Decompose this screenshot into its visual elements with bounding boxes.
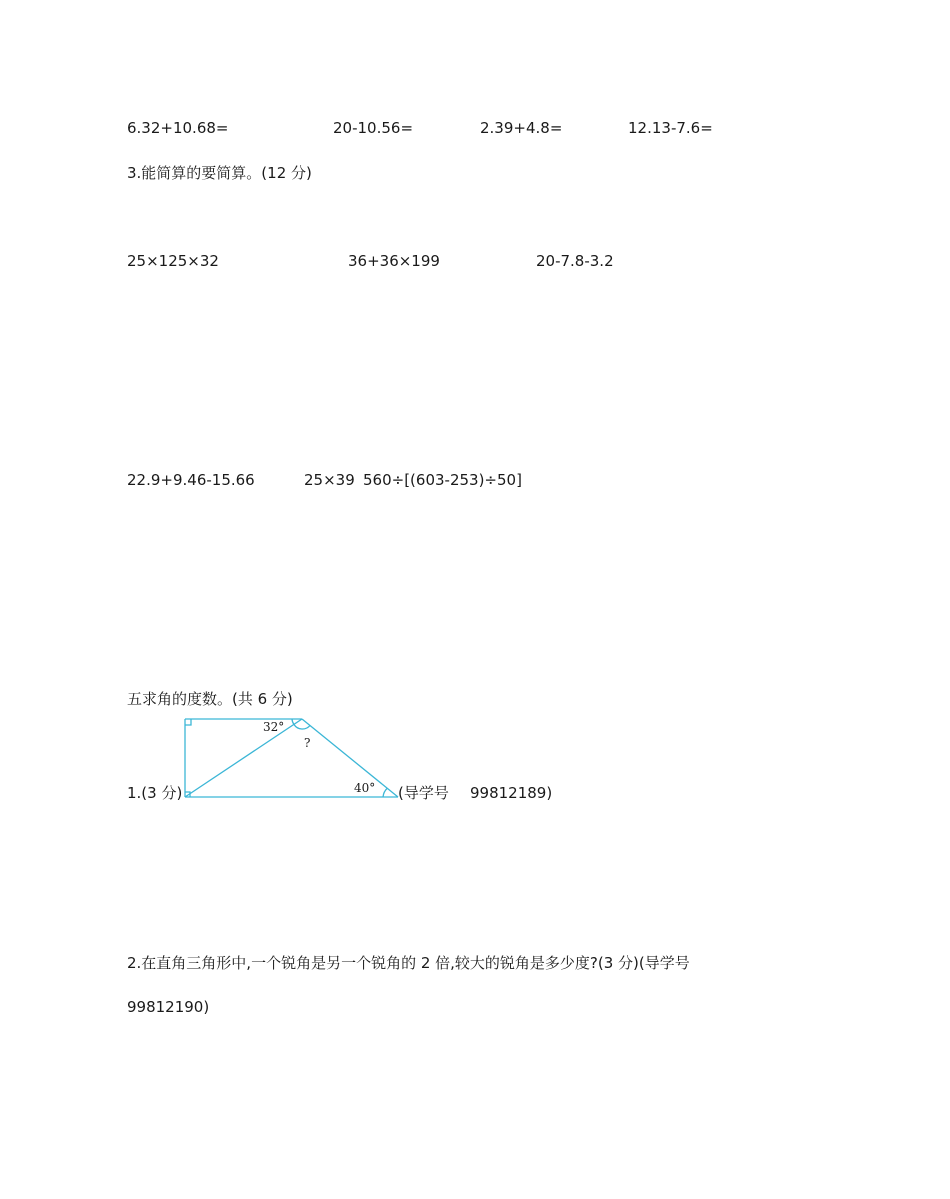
problem-3: 2.39+4.8=	[480, 119, 563, 137]
simplify-problem-5: 25×39	[304, 471, 355, 489]
angle-arc-32	[292, 719, 294, 725]
problem-4: 12.13-7.6=	[628, 119, 713, 137]
question-2-ref-code: 99812190)	[127, 998, 210, 1016]
figure-right-side	[302, 719, 398, 797]
simplify-problem-4: 22.9+9.46-15.66	[127, 471, 255, 489]
question-2-text: 2.在直角三角形中,一个锐角是另一个锐角的 2 倍,较大的锐角是多少度?(3 分)(导学号	[127, 954, 690, 972]
section-3-heading: 3.能简算的要简算。(12 分)	[127, 164, 312, 182]
simplify-problem-2: 36+36×199	[348, 252, 440, 270]
angle-arc-40	[383, 788, 388, 797]
angle-figure	[180, 712, 405, 804]
angle-label-32: 32°	[263, 720, 285, 734]
question-1-prefix: 1.(3 分)	[127, 784, 183, 802]
angle-label-unknown: ?	[304, 736, 311, 750]
simplify-problem-1: 25×125×32	[127, 252, 219, 270]
figure-diagonal	[185, 719, 302, 797]
section-5-heading: 五求角的度数。(共 6 分)	[127, 690, 293, 708]
question-1-ref-code: 99812189)	[470, 784, 553, 802]
angle-label-40: 40°	[354, 781, 376, 795]
simplify-problem-6: 560÷[(603-253)÷50]	[363, 471, 522, 489]
right-angle-marker	[185, 719, 191, 725]
problem-1: 6.32+10.68=	[127, 119, 229, 137]
problem-2: 20-10.56=	[333, 119, 414, 137]
simplify-problem-3: 20-7.8-3.2	[536, 252, 614, 270]
angle-arc-unknown	[294, 725, 310, 730]
question-1-ref-label: (导学号	[398, 784, 449, 802]
